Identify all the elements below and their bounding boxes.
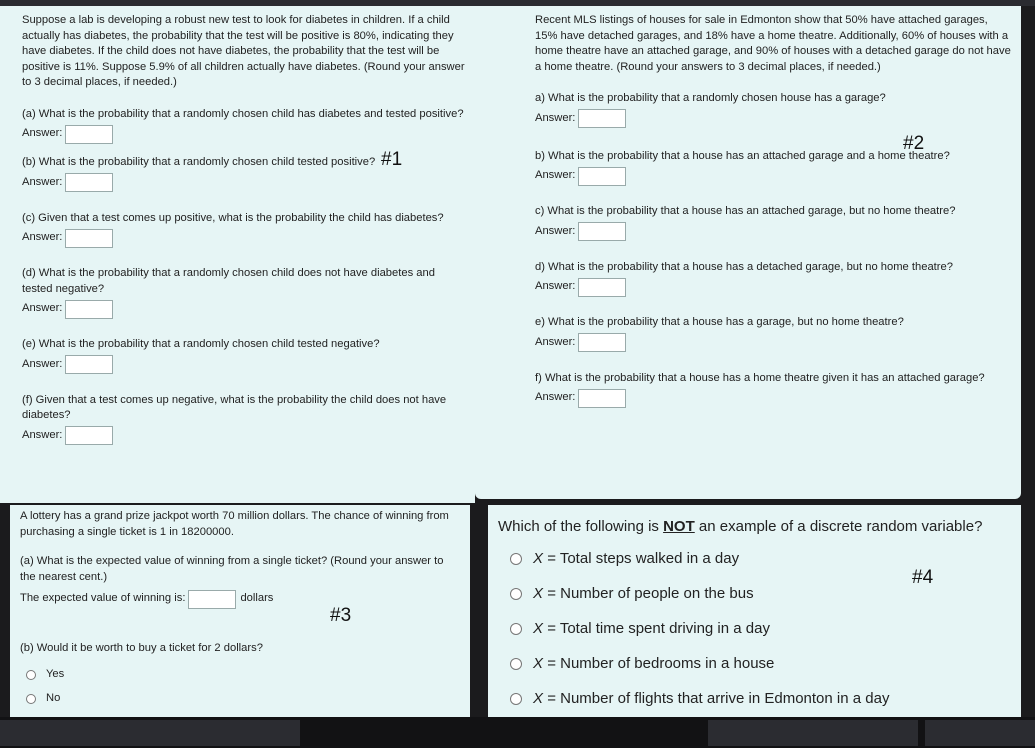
answer-label: Answer: (22, 428, 63, 441)
unit-label: dollars (240, 592, 274, 605)
option-label: No (46, 691, 61, 704)
answer-label: Answer: (535, 169, 576, 182)
answer-input-b[interactable] (65, 173, 113, 192)
option-label: = Number of people on the bus (547, 585, 754, 602)
problem-statement: Suppose a lab is developing a robust new test to look for diabetes in children. If a child actually has diabetes, the probability that the test will be positive is 80%, indicating they have diabetes. If the child does not have diabetes, the probability that the test will be positive is 11%. Suppose 5.9% of all children actually have diabetes. (Round your answer to 3 decimal places, if needed.) (22, 14, 465, 88)
question-c: (c) Given that a test comes up positive, what is the probability the child has diabetes? (22, 211, 444, 224)
option-bedrooms[interactable] (510, 646, 1021, 681)
variable-label: X (533, 655, 544, 672)
problem-statement: Recent MLS listings of houses for sale in Edmonton show that 50% have attached garages, 15% have detached garages, and 18% have a home theatre. Additionally, 60% of houses with a home theatre have an attached garage, and 90% of houses with a detached garage do not have a home theatre. (Round your answers to 3 decimal places, if needed.) (535, 14, 1011, 73)
radio-button[interactable] (510, 693, 522, 705)
problem-statement: A lottery has a grand prize jackpot worth 70 million dollars. The chance of winning from purchasing a single ticket is 1 in 18200000. (20, 510, 449, 538)
answer-input-d[interactable] (578, 278, 626, 297)
background-strip (0, 720, 300, 746)
expected-value-label: The expected value of winning is: (20, 592, 186, 605)
option-people[interactable] (510, 576, 1021, 611)
question-tag: #4 (912, 567, 934, 588)
answer-label: Answer: (535, 335, 576, 348)
question-c: c) What is the probability that a house has an attached garage, but no home theatre? (535, 205, 956, 217)
question-tag: #3 (330, 605, 352, 626)
answer-label: Answer: (22, 175, 63, 188)
radio-button[interactable] (26, 670, 36, 680)
background-strip (925, 720, 1035, 746)
answer-label: Answer: (22, 357, 63, 370)
not-emphasis: NOT (663, 518, 695, 535)
expected-value-input[interactable] (188, 590, 236, 609)
question-a: (a) What is the probability that a randomly chosen child has diabetes and tested positive? (22, 107, 464, 120)
question-panel-discrete (488, 505, 1021, 717)
answer-input-d[interactable] (65, 300, 113, 319)
question-panel-lottery (10, 505, 470, 717)
radio-button[interactable] (510, 553, 522, 565)
background-strip (708, 720, 918, 746)
radio-button[interactable] (510, 623, 522, 635)
option-yes[interactable] (20, 663, 462, 687)
radio-button[interactable] (510, 588, 522, 600)
question-tag: #2 (903, 133, 925, 154)
answer-label: Answer: (22, 231, 63, 244)
answer-label: Answer: (535, 280, 576, 293)
answer-input-e[interactable] (65, 355, 113, 374)
answer-label: Answer: (535, 224, 576, 237)
question-a: a) What is the probability that a randomly chosen house has a garage? (535, 92, 886, 104)
option-label: = Number of bedrooms in a house (547, 655, 775, 672)
option-label: Yes (46, 667, 65, 680)
question-b: b) What is the probability that a house has an attached garage and a home theatre? (535, 149, 950, 162)
question-panel-houses (475, 6, 1021, 499)
radio-button[interactable] (26, 694, 36, 704)
option-time[interactable] (510, 611, 1021, 646)
question-tag: #1 (381, 149, 403, 170)
radio-button[interactable] (510, 658, 522, 670)
question-text: Which of the following is NOT an example of a discrete random variable? (498, 518, 983, 535)
answer-label: Answer: (22, 127, 63, 140)
option-no[interactable] (20, 687, 462, 711)
variable-label: X (533, 550, 544, 567)
question-e: (e) What is the probability that a randomly chosen child tested negative? (22, 338, 380, 350)
answer-label: Answer: (535, 111, 576, 124)
variable-label: X (533, 585, 544, 602)
answer-input-a[interactable] (65, 125, 113, 144)
question-panel-diabetes (0, 6, 475, 503)
question-e: e) What is the probability that a house has a garage, but no home theatre? (535, 316, 904, 328)
answer-input-e[interactable] (578, 333, 626, 352)
question-a: (a) What is the expected value of winning from a single ticket? (Round your answer to the nearest cent.) (20, 555, 444, 583)
question-d: (d) What is the probability that a randomly chosen child does not have diabetes and tested negative? (22, 267, 435, 295)
answer-input-c[interactable] (578, 222, 626, 241)
answer-label: Answer: (535, 391, 576, 404)
question-d: d) What is the probability that a house has a detached garage, but no home theatre? (535, 260, 953, 273)
question-b: (b) What is the probability that a randomly chosen child tested positive? (22, 156, 376, 168)
option-steps[interactable] (510, 541, 1021, 576)
question-f: (f) Given that a test comes up negative, what is the probability the child does not have diabetes? (22, 393, 447, 421)
answer-input-a[interactable] (578, 109, 626, 128)
variable-label: X (533, 620, 544, 637)
option-flights[interactable] (510, 681, 1021, 716)
question-b: (b) Would it be worth to buy a ticket for 2 dollars? (20, 642, 263, 654)
option-label: = Total steps walked in a day (547, 550, 740, 567)
answer-label: Answer: (22, 302, 63, 315)
bottom-background (0, 717, 1035, 748)
option-label: = Number of flights that arrive in Edmonton in a day (547, 690, 890, 707)
answer-input-f[interactable] (65, 426, 113, 445)
variable-label: X (533, 690, 544, 707)
question-f: f) What is the probability that a house has a home theatre given it has an attached garage? (535, 371, 985, 384)
option-label: = Total time spent driving in a day (547, 620, 770, 637)
answer-input-b[interactable] (578, 167, 626, 186)
answer-input-f[interactable] (578, 389, 626, 408)
answer-input-c[interactable] (65, 229, 113, 248)
